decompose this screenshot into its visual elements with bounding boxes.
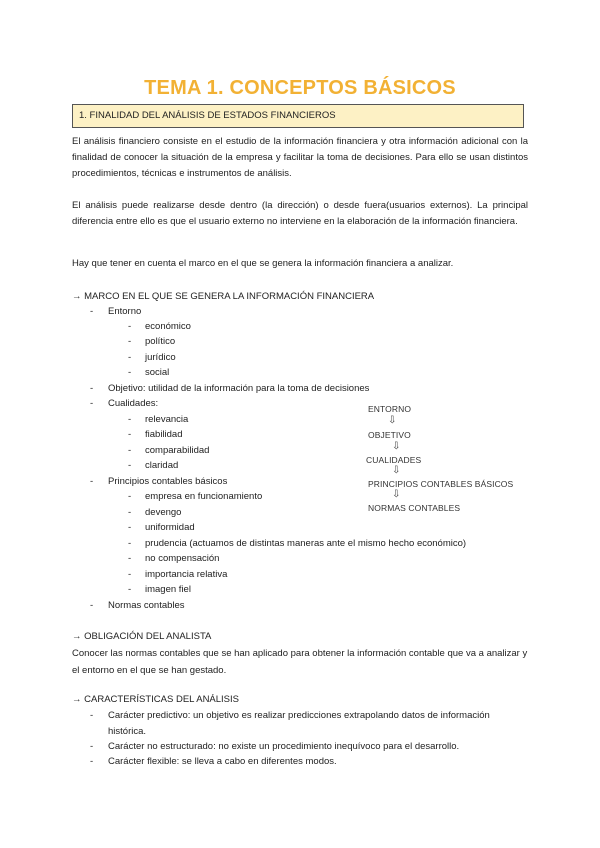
sub-item: importancia relativa [145, 569, 228, 580]
bullet-dash: - [128, 367, 132, 378]
bullet-dash: - [90, 476, 94, 487]
bullet-dash: - [90, 306, 94, 317]
bullet-dash: - [90, 600, 94, 611]
down-arrow-icon: ⇩ [388, 415, 397, 426]
sub-item: económico [145, 321, 191, 332]
sub-item: empresa en funcionamiento [145, 491, 263, 502]
sub-item: fiabilidad [145, 429, 183, 440]
sub-item: devengo [145, 507, 182, 518]
flow-diagram [366, 404, 516, 516]
bullet-dash: - [128, 522, 132, 533]
marco-heading: → MARCO EN EL QUE SE GENERA LA INFORMACIÓN FINANCIERA [72, 291, 375, 302]
sub-item: político [145, 336, 176, 347]
sub-item: comparabilidad [145, 445, 210, 456]
paragraph-users: El análisis puede realizarse desde dentro (la dirección) o desde fuera(usuarios externos). La principal diferencia entre ello es que el usuario externo no interviene en la elaboración de la información financiera. [72, 200, 528, 227]
down-arrow-icon: ⇩ [392, 489, 401, 500]
list-item-cualidades: Cualidades: [108, 398, 159, 409]
list-item-normas: Normas contables [108, 600, 185, 611]
sub-item: imagen fiel [145, 584, 191, 595]
sub-item: uniformidad [145, 522, 195, 533]
bullet-dash: - [128, 445, 132, 456]
list-item-entorno: Entorno [108, 306, 142, 317]
bullet-dash: - [128, 414, 132, 425]
sub-item: claridad [145, 460, 179, 471]
bullet-dash: - [128, 569, 132, 580]
sub-item: prudencia (actuamos de distintas maneras ante el mismo hecho económico) [145, 538, 467, 549]
bullet-dash: - [90, 383, 94, 394]
bullet-dash: - [128, 336, 132, 347]
list-item-no-estructurado: Carácter no estructurado: no existe un procedimiento inequívoco para el desarrollo. [108, 741, 460, 752]
sub-item: relevancia [145, 414, 189, 425]
sub-item: no compensación [145, 553, 220, 564]
bullet-dash: - [128, 507, 132, 518]
page-title: TEMA 1. CONCEPTOS BÁSICOS [144, 77, 456, 99]
diagram-label-principios: PRINCIPIOS CONTABLES BÁSICOS [368, 479, 514, 489]
bullet-dash: - [128, 429, 132, 440]
obligacion-text: Conocer las normas contables que se han aplicado para obtener la información contable que va a analizar y el entorno en el que se han gestado. [72, 648, 528, 676]
down-arrow-icon: ⇩ [392, 441, 401, 452]
bullet-dash: - [128, 553, 132, 564]
obligacion-heading: → OBLIGACIÓN DEL ANALISTA [72, 631, 212, 642]
bullet-dash: - [128, 352, 132, 363]
paragraph-definition: El análisis financiero consiste en el estudio de la información financiera y otra información adicional con la finalidad de conocer la situación de la empresa y facilitar la toma de decisiones. Para ello se usan distintos procedimientos, técnicas e instrumentos de análisis. [72, 136, 528, 179]
diagram-label-cualidades: CUALIDADES [366, 455, 422, 465]
bullet-dash: - [90, 398, 94, 409]
paragraph-marco: Hay que tener en cuenta el marco en el que se genera la información financiera a analizar. [72, 258, 454, 269]
list-item-predictivo: Carácter predictivo: un objetivo es realizar predicciones extrapolando datos de información histórica. [108, 710, 490, 737]
diagram-label-normas: NORMAS CONTABLES [368, 503, 461, 513]
list-item-flexible: Carácter flexible: se lleva a cabo en diferentes modos. [108, 756, 337, 767]
list-item-principios: Principios contables básicos [108, 476, 228, 487]
bullet-dash: - [90, 756, 94, 767]
caracteristicas-heading: → CARACTERÍSTICAS DEL ANÁLISIS [72, 694, 239, 705]
bullet-dash: - [90, 710, 94, 721]
diagram-label-objetivo: OBJETIVO [368, 430, 411, 440]
list-item-objetivo: Objetivo: utilidad de la información para la toma de decisiones [108, 383, 370, 394]
bullet-dash: - [128, 460, 132, 471]
bullet-dash: - [128, 321, 132, 332]
bullet-dash: - [90, 741, 94, 752]
bullet-dash: - [128, 491, 132, 502]
sub-item: jurídico [145, 352, 176, 363]
diagram-label-entorno: ENTORNO [368, 404, 412, 414]
down-arrow-icon: ⇩ [392, 465, 401, 476]
sub-item: social [145, 367, 170, 378]
bullet-dash: - [128, 538, 132, 549]
section-heading-box: 1. FINALIDAD DEL ANÁLISIS DE ESTADOS FINANCIEROS [72, 104, 524, 128]
bullet-dash: - [128, 584, 132, 595]
